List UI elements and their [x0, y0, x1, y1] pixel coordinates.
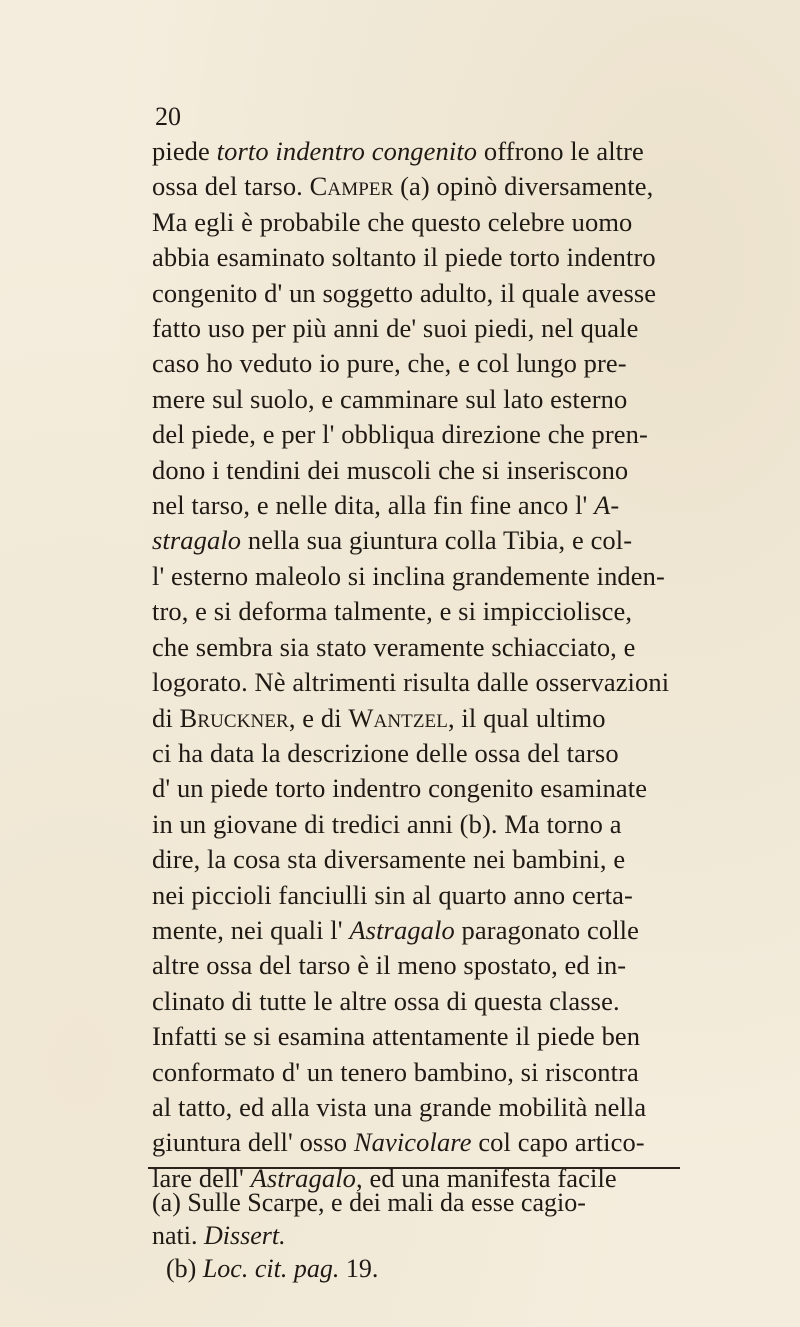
text-line	[152, 913, 682, 948]
text-segment: Infatti se si esamina attentamente il piede ben	[152, 1021, 641, 1052]
footnote-rule	[148, 1167, 680, 1169]
text-line	[152, 240, 682, 275]
text-segment: ci ha data la descrizione delle ossa del tarso	[152, 737, 619, 768]
text-line	[152, 276, 682, 311]
text-segment: col capo artico-	[471, 1127, 645, 1158]
text-line	[152, 134, 682, 169]
footnotes	[152, 1186, 682, 1285]
text-line	[152, 771, 682, 806]
text-segment: nel tarso, e nelle dita, alla fin fine anco l'	[152, 490, 595, 521]
footnote-line	[152, 1219, 682, 1252]
text-line	[152, 1090, 682, 1125]
text-segment: paragonato colle	[454, 914, 640, 945]
text-segment: dire, la cosa sta diversamente nei bambini, e	[152, 844, 626, 875]
body-text	[152, 134, 682, 1196]
footnote-line	[152, 1186, 682, 1219]
text-segment: Navicolare	[353, 1127, 472, 1158]
text-segment: A-	[594, 490, 620, 521]
text-segment: mente, nei quali l'	[152, 914, 350, 945]
text-segment: , il qual ultimo	[447, 702, 606, 733]
text-line	[152, 807, 682, 842]
text-segment: del piede, e per l' obbliqua direzione che pren-	[152, 419, 648, 450]
text-line	[152, 630, 682, 665]
text-segment: lare dell'	[152, 1162, 251, 1193]
text-segment: Dissert.	[204, 1221, 286, 1250]
text-line	[152, 205, 682, 240]
text-segment: Wantzel	[348, 702, 448, 733]
text-segment: Ma egli è probabile che questo celebre uomo	[152, 206, 633, 237]
text-segment: abbia esaminato soltanto il piede torto indentro	[152, 242, 656, 273]
text-line	[152, 523, 682, 558]
text-segment: (a) Sulle Scarpe, e dei mali da esse cagio-	[152, 1188, 586, 1217]
text-segment: tro, e si deforma talmente, e si impicciolisce,	[152, 596, 633, 627]
text-line	[152, 878, 682, 913]
text-segment: (a) opinò diversamente,	[393, 171, 654, 202]
text-segment: Loc. cit. pag.	[202, 1254, 340, 1283]
text-segment: nati.	[152, 1221, 204, 1250]
text-line	[152, 311, 682, 346]
text-line	[152, 169, 682, 204]
text-segment: , ed una manifesta facile	[356, 1162, 617, 1193]
text-segment: che sembra sia stato veramente schiacciato, e	[152, 631, 636, 662]
text-line	[152, 453, 682, 488]
page-number: 20	[155, 102, 181, 131]
text-line	[152, 842, 682, 877]
text-line	[152, 1019, 682, 1054]
text-segment: conformato d' un tenero bambino, si riscontra	[152, 1056, 639, 1087]
text-line	[152, 948, 682, 983]
text-line	[152, 1125, 682, 1160]
text-segment: logorato. Nè altrimenti risulta dalle osservazioni	[152, 667, 670, 698]
text-segment: Astragalo	[349, 914, 455, 945]
text-line	[152, 984, 682, 1019]
text-segment: , e di	[288, 702, 349, 733]
text-segment: Camper	[309, 171, 394, 202]
text-segment: congenito d' un soggetto adulto, il quale avesse	[152, 277, 657, 308]
text-line	[152, 701, 682, 736]
text-segment: nella sua giuntura colla Tibia, e col-	[241, 525, 633, 556]
text-line	[152, 665, 682, 700]
text-line	[152, 488, 682, 523]
text-line	[152, 382, 682, 417]
text-segment: al tatto, ed alla vista una grande mobilità nella	[152, 1091, 647, 1122]
text-segment: altre ossa del tarso è il meno spostato, ed in-	[152, 950, 627, 981]
text-segment: 19.	[339, 1254, 379, 1283]
text-line	[152, 736, 682, 771]
text-segment: Bruckner	[179, 702, 289, 733]
text-segment: offrono le altre	[477, 136, 644, 166]
text-line	[152, 559, 682, 594]
footnote-line	[152, 1252, 682, 1285]
text-segment: l' esterno maleolo si inclina grandemente inden-	[152, 560, 665, 591]
text-line	[152, 594, 682, 629]
text-segment: di	[152, 702, 180, 733]
text-line	[152, 346, 682, 381]
text-segment: ossa del tarso.	[152, 171, 310, 202]
text-line	[152, 1055, 682, 1090]
text-segment: stragalo	[152, 525, 242, 556]
text-segment: dono i tendini dei muscoli che si inseriscono	[152, 454, 629, 485]
text-segment: d' un piede torto indentro congenito esaminate	[152, 773, 648, 804]
text-segment: fatto uso per più anni de' suoi piedi, nel quale	[152, 313, 639, 344]
text-line	[152, 417, 682, 452]
text-segment: mere sul suolo, e camminare sul lato esterno	[152, 383, 628, 414]
text-segment: caso ho veduto io pure, che, e col lungo pre-	[152, 348, 627, 379]
text-segment: in un giovane di tredici anni (b). Ma torno a	[152, 808, 622, 839]
text-segment: torto indentro congenito	[216, 136, 478, 166]
text-segment: Astragalo	[250, 1162, 357, 1193]
text-segment: (b)	[166, 1254, 203, 1283]
text-segment: clinato di tutte le altre ossa di questa classe.	[152, 985, 620, 1016]
text-segment: nei piccioli fanciulli sin al quarto anno certa-	[152, 879, 633, 910]
text-segment: giuntura dell' osso	[152, 1127, 354, 1158]
text-segment: piede	[152, 136, 217, 166]
